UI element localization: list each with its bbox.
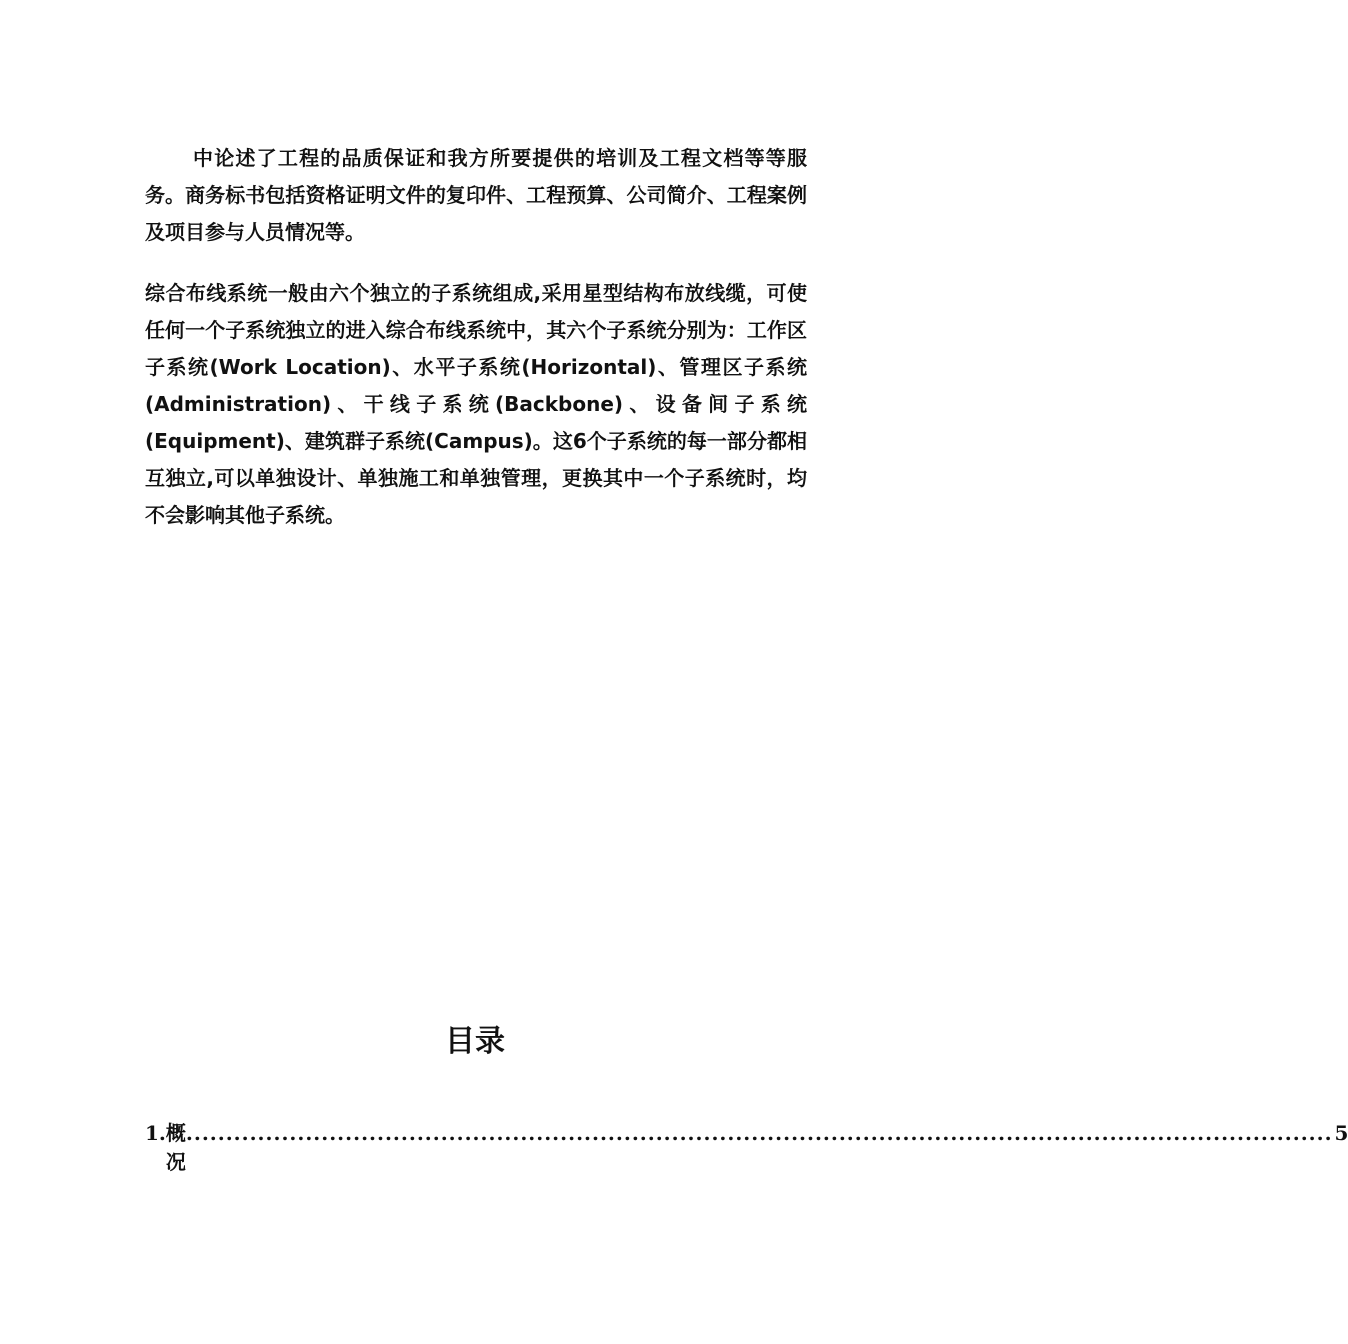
toc-entry-number: 1.	[145, 1121, 166, 1145]
toc-entry[interactable]	[145, 1117, 1348, 1174]
toc-entry-page: 5	[1334, 1121, 1348, 1145]
toc-dot-leader: ................................................................................................................................................	[185, 1121, 1333, 1145]
body-paragraph-1: 中论述了工程的品质保证和我方所要提供的培训及工程文档等等服务。商务标书包括资格证明文件的复印件、工程预算、公司简介、工程案例及项目参与人员情况等。	[145, 146, 807, 244]
toc-entry-title: 概况	[165, 1121, 186, 1174]
body-paragraph-2: 综合布线系统一般由六个独立的子系统组成,采用星型结构布放线缆，可使任何一个子系统独立的进入综合布线系统中，其六个子系统分别为：工作区子系统(Work Location)、水平子系统(Horizontal)、管理区子系统(Administration)、干线子系统(Backbone)、设备间子系统(Equipment)、建筑群子系统(Campus)。这6个子系统的每一部分都相互独立,可以单独设计、单独施工和单独管理，更换其中一个子系统时，均不会影响其他子系统。	[145, 281, 807, 527]
toc-title: 目录	[445, 1024, 505, 1059]
